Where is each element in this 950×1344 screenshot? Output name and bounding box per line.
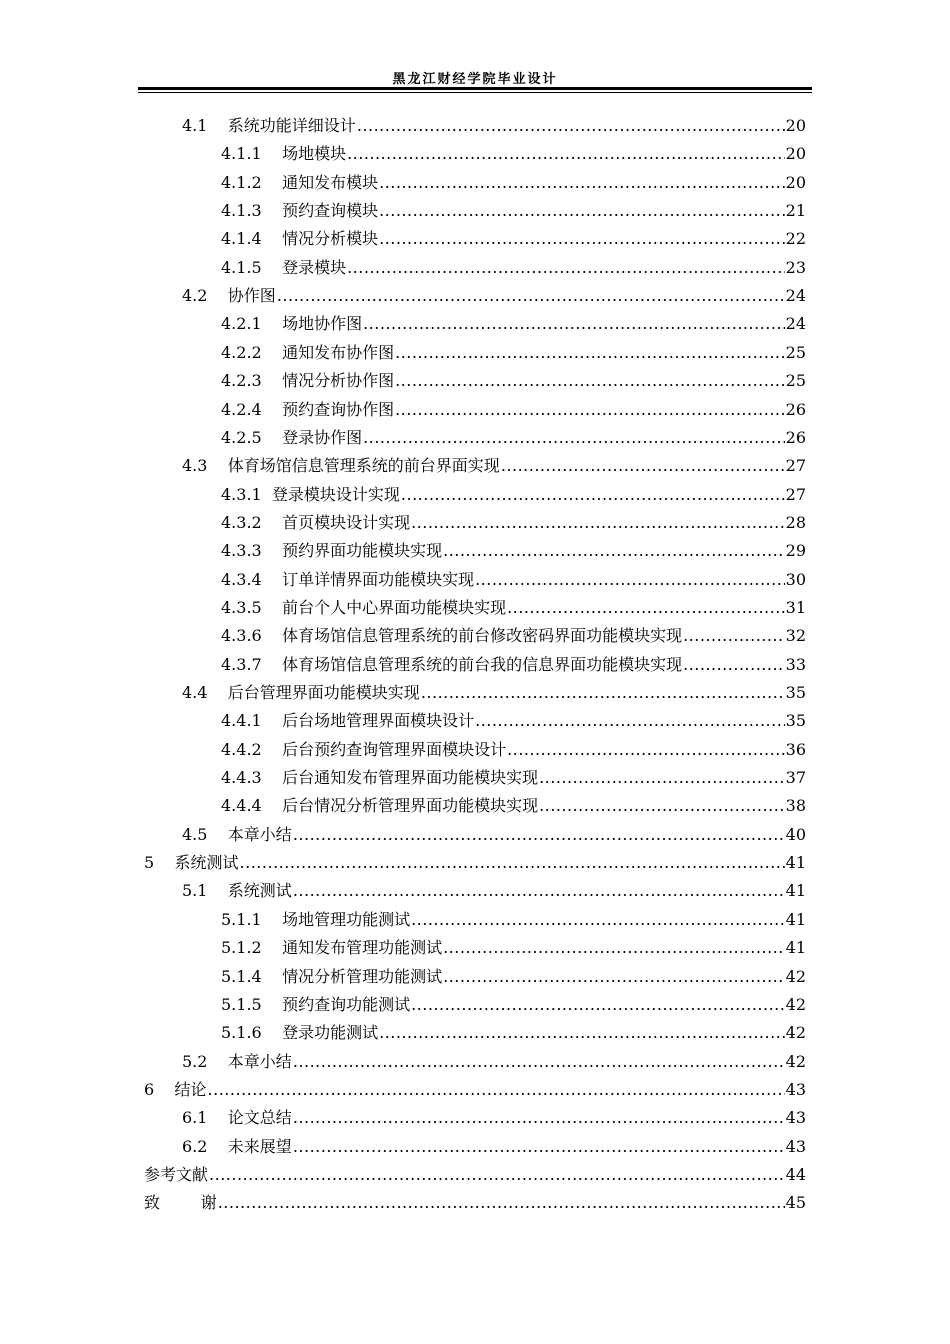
toc-entry-gap (207, 681, 227, 705)
toc-entry-page: 42 (785, 1051, 806, 1071)
toc-entry-number: 4.4 (182, 683, 208, 702)
toc-entry[interactable] (221, 199, 806, 223)
toc-entry-number: 5.2 (182, 1051, 208, 1071)
toc-entry-number: 6 (144, 1079, 155, 1099)
toc-entry[interactable] (182, 681, 806, 705)
toc-entry-number: 4.1.4 (221, 229, 262, 249)
toc-entry[interactable] (144, 851, 806, 875)
toc-entry[interactable] (221, 794, 806, 818)
toc-entry-gap (207, 1106, 227, 1130)
toc-dot-leader (240, 851, 785, 875)
toc-dot-leader (293, 823, 785, 847)
toc-entry-title: 场地协作图 (282, 314, 363, 334)
toc-dot-leader (443, 936, 785, 960)
toc-entry-page: 22 (785, 229, 806, 249)
toc-entry-title: 后台情况分析管理界面功能模块实现 (282, 796, 539, 816)
toc-dot-leader (347, 256, 785, 280)
toc-entry-title: 登录模块 (282, 257, 347, 277)
toc-entry-gap (262, 171, 282, 195)
toc-entry-page: 32 (785, 626, 806, 646)
toc-entry-page: 29 (785, 541, 806, 561)
toc-entry-title: 体育场馆信息管理系统的前台界面实现 (227, 456, 500, 476)
toc-entry-number: 4.2.4 (221, 399, 262, 419)
toc-entry-number: 5.1.1 (221, 909, 262, 929)
toc-entry-gap (262, 568, 282, 592)
toc-dot-leader (539, 794, 785, 818)
toc-entry[interactable] (221, 511, 806, 535)
toc-entry-page: 43 (785, 1136, 806, 1156)
toc-entry-page: 37 (785, 768, 806, 788)
toc-entry-page: 41 (785, 909, 806, 929)
toc-entry-number: 4.1.1 (221, 144, 262, 164)
toc-entry-title: 通知发布协作图 (282, 342, 395, 362)
toc-entry-page: 36 (785, 739, 806, 759)
toc-entry-number: 5.1 (182, 881, 208, 901)
toc-entry-gap (262, 426, 282, 450)
toc-entry-number: 4.2.2 (221, 342, 262, 362)
toc-entry-page: 35 (785, 683, 806, 702)
toc-entry-title: 参考文献 (144, 1164, 209, 1184)
toc-entry-title: 致 谢 (144, 1193, 217, 1213)
toc-entry[interactable] (221, 965, 806, 989)
toc-dot-leader (475, 568, 785, 592)
toc-entry-number: 4.1.2 (221, 172, 262, 192)
toc-entry-number: 4.2.3 (221, 371, 262, 391)
toc-entry[interactable] (221, 1021, 806, 1045)
toc-dot-leader (395, 398, 785, 422)
toc-entry[interactable] (182, 1106, 806, 1130)
toc-entry-page: 26 (785, 399, 806, 419)
toc-dot-leader (683, 624, 785, 648)
toc-dot-leader (293, 1106, 785, 1130)
toc-entry-page: 38 (785, 796, 806, 816)
toc-entry-title: 订单详情界面功能模块实现 (282, 569, 475, 589)
toc-dot-leader (501, 454, 785, 478)
toc-entry-page: 20 (785, 144, 806, 164)
toc-entry[interactable] (221, 369, 806, 393)
toc-dot-leader (218, 1191, 785, 1215)
toc-entry-title: 前台个人中心界面功能模块实现 (282, 597, 507, 617)
toc-entry-title: 未来展望 (227, 1136, 292, 1156)
toc-entry-title: 本章小结 (227, 824, 292, 844)
toc-entry[interactable] (182, 454, 806, 478)
toc-entry-number: 4.4.4 (221, 796, 262, 816)
toc-dot-leader (379, 171, 785, 195)
toc-dot-leader (208, 1078, 785, 1102)
toc-entry-page: 45 (785, 1193, 806, 1213)
toc-entry[interactable] (221, 539, 806, 563)
toc-dot-leader (683, 653, 785, 677)
toc-entry-title: 后台通知发布管理界面功能模块实现 (282, 768, 539, 788)
toc-entry-gap (207, 1050, 227, 1074)
toc-entry-page: 42 (785, 966, 806, 986)
toc-entry-number: 4.3.1 (221, 484, 262, 504)
toc-entry-page: 21 (785, 201, 806, 221)
toc-entry-title: 预约界面功能模块实现 (282, 541, 443, 561)
toc-entry-page: 27 (785, 484, 806, 504)
toc-entry-title: 结论 (174, 1079, 207, 1099)
toc-entry-page: 20 (785, 116, 806, 135)
toc-entry-number: 4.3.3 (221, 541, 262, 561)
toc-entry[interactable] (221, 568, 806, 592)
toc-entry-title: 后台预约查询管理界面模块设计 (282, 739, 507, 759)
toc-dot-leader (357, 114, 785, 138)
toc-dot-leader (539, 766, 785, 790)
toc-entry[interactable] (221, 993, 806, 1017)
toc-entry[interactable] (221, 908, 806, 932)
toc-entry-number: 4.5 (182, 824, 208, 844)
toc-entry-number: 4.2 (182, 286, 208, 306)
toc-entry[interactable] (221, 766, 806, 790)
toc-entry-gap (262, 993, 282, 1017)
toc-entry-page: 28 (785, 512, 806, 532)
toc-entry-title: 系统功能详细设计 (227, 116, 356, 135)
toc-dot-leader (379, 227, 785, 251)
toc-entry[interactable] (221, 596, 806, 620)
toc-dot-leader (379, 1021, 785, 1045)
toc-entry-number: 5.1.4 (221, 966, 262, 986)
toc-entry-gap (207, 114, 227, 138)
toc-entry[interactable] (221, 653, 806, 677)
toc-entry-gap (262, 794, 282, 818)
toc-dot-leader (411, 511, 785, 535)
toc-entry-title: 协作图 (227, 286, 276, 306)
toc-entry[interactable] (221, 483, 806, 507)
toc-entry-page: 40 (785, 824, 806, 844)
toc-dot-leader (347, 142, 785, 166)
toc-entry[interactable] (221, 171, 806, 195)
toc-entry-title: 预约查询功能测试 (282, 994, 411, 1014)
toc-entry-gap (262, 312, 282, 336)
toc-entry-number: 6.2 (182, 1136, 208, 1156)
toc-entry-page: 43 (785, 1108, 806, 1128)
toc-entry-title: 登录功能测试 (282, 1023, 379, 1043)
toc-entry-page: 42 (785, 1023, 806, 1043)
toc-entry-title: 论文总结 (227, 1108, 292, 1128)
toc-entry-page: 31 (785, 597, 806, 617)
toc-dot-leader (293, 1050, 785, 1074)
toc-entry-page: 25 (785, 342, 806, 362)
toc-entry-page: 41 (785, 853, 806, 873)
toc-entry-title: 系统测试 (174, 853, 239, 873)
toc-entry-gap (262, 965, 282, 989)
toc-entry-page: 24 (785, 314, 806, 334)
toc-entry[interactable] (144, 1191, 806, 1215)
toc-entry-number: 5.1.5 (221, 994, 262, 1014)
toc-entry-number: 4.4.3 (221, 768, 262, 788)
toc-entry[interactable] (221, 256, 806, 280)
toc-entry-number: 4.2.5 (221, 427, 262, 447)
toc-entry-gap (154, 851, 174, 875)
toc-entry-gap (154, 1078, 174, 1102)
toc-entry-gap (262, 256, 282, 280)
toc-dot-leader (401, 483, 785, 507)
toc-entry-title: 预约查询协作图 (282, 399, 395, 419)
toc-entry[interactable] (182, 1050, 806, 1074)
toc-dot-leader (395, 341, 785, 365)
toc-entry-page: 44 (785, 1164, 806, 1184)
toc-dot-leader (411, 908, 785, 932)
toc-entry-gap (262, 766, 282, 790)
toc-entry[interactable] (182, 284, 806, 308)
toc-entry-gap (207, 879, 227, 903)
toc-entry-title: 体育场馆信息管理系统的前台我的信息界面功能模块实现 (282, 654, 683, 674)
toc-entry-gap (262, 483, 272, 507)
toc-entry-number: 4.3.7 (221, 654, 262, 674)
toc-entry-gap (262, 341, 282, 365)
toc-entry-gap (262, 624, 282, 648)
toc-entry-gap (262, 142, 282, 166)
toc-entry[interactable] (182, 879, 806, 903)
toc-entry-page: 25 (785, 371, 806, 391)
toc-entry-gap (262, 709, 282, 733)
toc-dot-leader (293, 879, 785, 903)
toc-entry-title: 情况分析协作图 (282, 371, 395, 391)
toc-entry-number: 4.1.5 (221, 257, 262, 277)
toc-entry-gap (262, 596, 282, 620)
toc-entry-gap (262, 653, 282, 677)
toc-entry[interactable] (144, 1078, 806, 1102)
toc-entry-number: 4.4.2 (221, 739, 262, 759)
toc-entry-page: 24 (785, 286, 806, 306)
toc-entry-gap (262, 398, 282, 422)
toc-entry-number: 6.1 (182, 1108, 208, 1128)
toc-entry[interactable] (182, 823, 806, 847)
header-rule-thin (138, 92, 812, 93)
toc-entry-title: 登录模块设计实现 (271, 484, 400, 504)
toc-entry-gap (262, 227, 282, 251)
toc-entry-gap (207, 284, 227, 308)
toc-entry-number: 4.4.1 (221, 711, 262, 731)
toc-entry-title: 场地模块 (282, 144, 347, 164)
toc-entry-title: 体育场馆信息管理系统的前台修改密码界面功能模块实现 (282, 626, 683, 646)
toc-dot-leader (507, 738, 785, 762)
toc-entry-number: 5 (144, 853, 155, 873)
header-title: 黑龙江财经学院毕业设计 (392, 72, 558, 87)
toc-entry-page: 42 (785, 994, 806, 1014)
toc-entry-page: 26 (785, 427, 806, 447)
toc-dot-leader (209, 1163, 785, 1187)
toc-entry[interactable] (221, 142, 806, 166)
toc-entry[interactable] (221, 936, 806, 960)
toc-dot-leader (379, 199, 785, 223)
toc-dot-leader (475, 709, 785, 733)
toc-entry-number: 4.1.3 (221, 201, 262, 221)
toc-entry[interactable] (144, 1163, 806, 1187)
toc-entry-title: 登录协作图 (282, 427, 363, 447)
toc-entry-page: 41 (785, 881, 806, 901)
toc-entry-gap (262, 908, 282, 932)
toc-entry-number: 4.3 (182, 456, 208, 476)
toc-entry-page: 43 (785, 1079, 806, 1099)
toc-dot-leader (363, 426, 785, 450)
toc-dot-leader (507, 596, 785, 620)
toc-entry-page: 33 (785, 654, 806, 674)
toc-entry-number: 4.3.6 (221, 626, 262, 646)
toc-entry-title: 情况分析管理功能测试 (282, 966, 443, 986)
toc-entry-number: 4.1 (182, 116, 208, 135)
toc-entry-page: 41 (785, 938, 806, 958)
toc-dot-leader (421, 681, 785, 705)
toc-entry-gap (262, 511, 282, 535)
toc-entry-number: 5.1.2 (221, 938, 262, 958)
toc-entry[interactable] (221, 709, 806, 733)
toc-entry-page: 35 (785, 711, 806, 731)
toc-entry-gap (207, 823, 227, 847)
toc-entry-title: 通知发布管理功能测试 (282, 938, 443, 958)
toc-entry[interactable] (221, 341, 806, 365)
toc-entry-page: 27 (785, 456, 806, 476)
header-rule-thick (138, 87, 812, 90)
toc-entry-gap (262, 738, 282, 762)
toc-entry-gap (262, 1021, 282, 1045)
toc-entry[interactable] (221, 624, 806, 648)
toc-dot-leader (395, 369, 785, 393)
toc-entry-gap (262, 539, 282, 563)
toc-entry-gap (207, 1135, 227, 1159)
toc-entry-title: 后台管理界面功能模块实现 (227, 683, 420, 702)
toc-dot-leader (363, 312, 785, 336)
toc-entry-number: 4.3.5 (221, 597, 262, 617)
toc-entry-title: 后台场地管理界面模块设计 (282, 711, 475, 731)
toc-dot-leader (277, 284, 785, 308)
toc-dot-leader (293, 1135, 785, 1159)
toc-entry-gap (207, 454, 227, 478)
toc-entry-gap (262, 369, 282, 393)
toc-entry-number: 4.3.2 (221, 512, 262, 532)
toc-entry[interactable] (221, 398, 806, 422)
toc-entry-page: 20 (785, 172, 806, 192)
toc-entry-title: 本章小结 (227, 1051, 292, 1071)
toc-entry[interactable] (221, 227, 806, 251)
toc-dot-leader (443, 965, 785, 989)
toc-dot-leader (411, 993, 785, 1017)
toc-entry[interactable] (221, 312, 806, 336)
toc-entry-title: 系统测试 (227, 881, 292, 901)
toc-entry-number: 5.1.6 (221, 1023, 262, 1043)
toc-entry-title: 场地管理功能测试 (282, 909, 411, 929)
toc-entry-title: 通知发布模块 (282, 172, 379, 192)
toc-entry-title: 首页模块设计实现 (282, 512, 411, 532)
toc-entry[interactable] (182, 1135, 806, 1159)
toc-entry-gap (262, 199, 282, 223)
toc-entry[interactable] (221, 426, 806, 450)
toc-entry-number: 4.2.1 (221, 314, 262, 334)
toc-entry-page: 30 (785, 569, 806, 589)
toc-entry[interactable] (182, 114, 806, 138)
toc-dot-leader (443, 539, 785, 563)
toc-entry-title: 预约查询模块 (282, 201, 379, 221)
toc-entry-title: 情况分析模块 (282, 229, 379, 249)
toc-entry-page: 23 (785, 257, 806, 277)
toc-entry-number: 4.3.4 (221, 569, 262, 589)
toc-entry-gap (262, 936, 282, 960)
toc-entry[interactable] (221, 738, 806, 762)
